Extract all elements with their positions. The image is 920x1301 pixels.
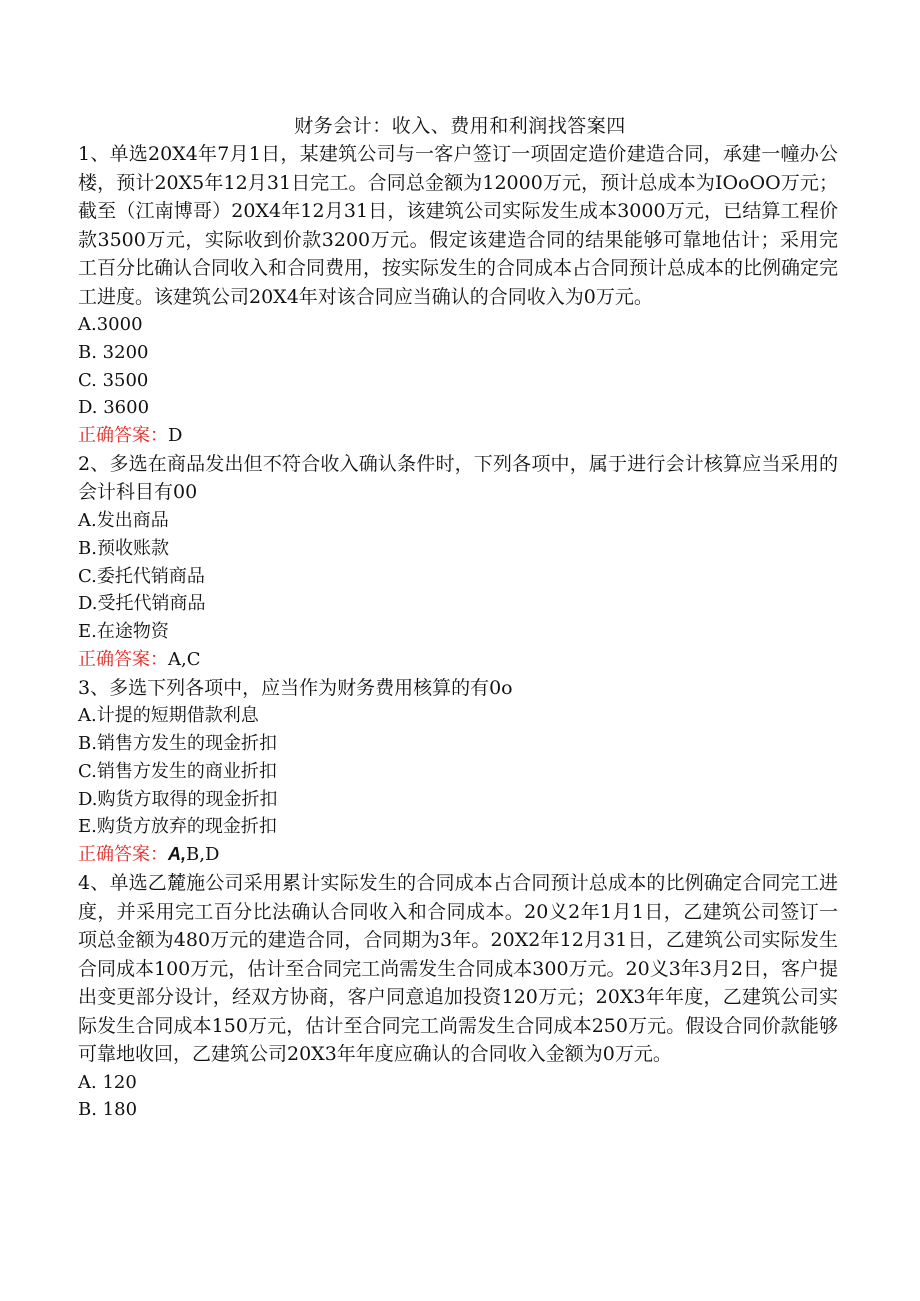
option-d: D.受托代销商品 — [78, 593, 206, 615]
option-a: A.计提的短期借款利息 — [78, 705, 259, 727]
option-c: C.委托代销商品 — [78, 565, 205, 587]
option-c: C. 3500 — [78, 369, 149, 391]
answer-label: 正确答案： — [78, 648, 168, 670]
question-stem: 4、单选乙麓施公司采用累计实际发生的合同成本占合同预计总成本的比例确定合同完工进度，并采用完工百分比法确认合同收入和合同成本。20义2年1月1日，乙建筑公司签订一项总金额为480万元的建造合同，合同期为3年。20X2年12月31日，乙建筑公司实际发生合同成本100万元，估计至合同完工尚需发生合同成本300万元。20义3年3月2日，客户提出变更部分设计，经双方协商，客户同意追加投资120万元；20X3年年度，乙建筑公司实际发生合同成本150万元，估计至合同完工尚需发生合同成本250万元。假设合同价款能够可靠地收回，乙建筑公司20X3年年度应确认的合同收入金额为0万元。 — [78, 872, 838, 1066]
option-b: B.销售方发生的现金折扣 — [78, 733, 277, 755]
question-3 — [78, 674, 838, 869]
option-a: A.3000 — [78, 314, 143, 335]
question-stem: 1、单选20X4年7月1日，某建筑公司与一客户签订一项固定造价建造合同，承建一幢办公楼，预计20X5年12月31日完工。合同总金额为12000万元，预计总成本为IOoOO万元；截至（江南博哥）20X4年12月31日，该建筑公司实际发生成本3000万元，已结算工程价款3500万元，实际收到价款3200万元。假定该建造合同的结果能够可靠地估计；采用完工百分比确认合同收入和合同费用，按实际发生的合同成本占合同预计总成本的比例确定完工进度。该建筑公司20X4年对该合同应当确认的合同收入为0万元。 — [78, 143, 839, 308]
option-b: B. 180 — [78, 1099, 138, 1121]
option-c: C.销售方发生的商业折扣 — [78, 760, 277, 782]
option-a: A. 120 — [78, 1071, 137, 1093]
document-title: 财务会计：收入、费用和利润找答案四 — [294, 115, 626, 137]
answer-value-first: A, — [168, 844, 186, 865]
option-a: A.发出商品 — [78, 509, 169, 531]
option-e: E.在途物资 — [78, 621, 169, 643]
option-b: B. 3200 — [78, 341, 149, 363]
question-2 — [78, 450, 838, 674]
question-list — [78, 140, 838, 1124]
answer-label: 正确答案： — [78, 425, 168, 447]
answer-value: D — [168, 425, 183, 447]
answer-value: A,C — [168, 648, 201, 670]
option-e: E.购货方放弃的现金折扣 — [78, 816, 277, 838]
answer-value: B,D — [186, 844, 220, 866]
question-stem: 3、多选下列各项中，应当作为财务费用核算的有0o — [78, 676, 513, 699]
question-4 — [78, 869, 838, 1124]
answer-line — [78, 841, 838, 869]
answer-line — [78, 646, 838, 674]
option-d: D.购货方取得的现金折扣 — [78, 788, 278, 810]
question-1 — [78, 140, 838, 450]
option-b: B.预收账款 — [78, 537, 169, 559]
answer-label: 正确答案： — [78, 844, 168, 866]
question-stem: 2、多选在商品发出但不符合收入确认条件时，下列各项中，属于进行会计核算应当采用的会计科目有00 — [78, 452, 838, 504]
answer-line — [78, 422, 838, 450]
option-d: D. 3600 — [78, 397, 150, 419]
